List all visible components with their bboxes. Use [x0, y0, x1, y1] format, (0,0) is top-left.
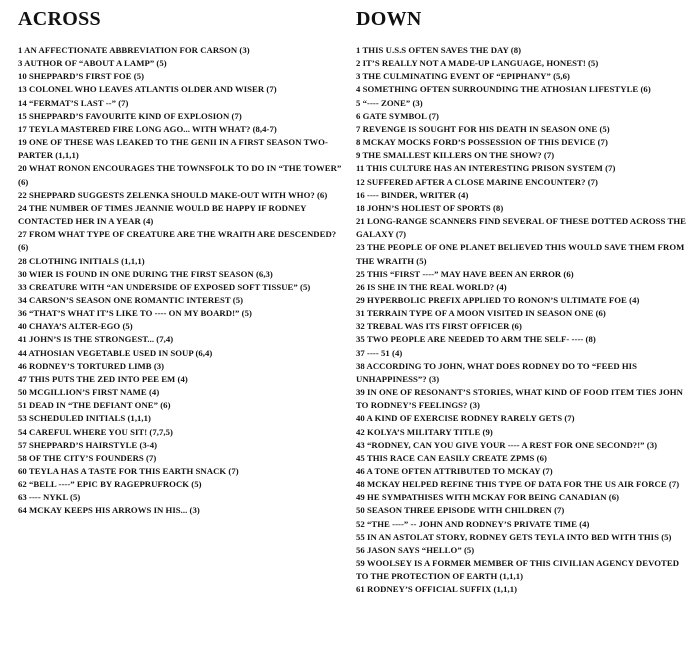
across-clue: 46 RODNEY’S TORTURED LIMB (3) [18, 360, 165, 371]
down-clue: 2 IT’S REALLY NOT A MADE-UP LANGUAGE, HONEST! (5) [356, 58, 599, 69]
down-clue: 50 SEASON THREE EPISODE WITH CHILDREN (7) [356, 505, 565, 516]
down-clue: 56 JASON SAYS “HELLO” (5) [356, 544, 475, 555]
down-clue: 46 A TONE OFTEN ATTRIBUTED TO MCKAY (7) [356, 466, 553, 476]
down-clue: 49 HE SYMPATHISES WITH MCKAY FOR BEING CANADIAN (6) [356, 492, 620, 503]
across-clue: 3 AUTHOR OF “ABOUT A LAMP” (5) [18, 58, 167, 69]
across-clue: 19 ONE OF THESE WAS LEAKED TO THE GENII IN A FIRST SEASON TWO-PARTER (1,1,1) [18, 137, 328, 161]
across-clue: 41 JOHN’S IS THE STRONGEST... (7,4) [18, 334, 174, 345]
down-clue: 45 THIS RACE CAN EASILY CREATE ZPMS (6) [356, 452, 547, 463]
across-clue: 14 “FERMAT’S LAST --” (7) [18, 97, 129, 108]
across-heading: ACROSS [18, 8, 101, 30]
down-clue: 29 HYPERBOLIC PREFIX APPLIED TO RONON’S ULTIMATE FOE (4) [356, 294, 640, 305]
across-clue: 30 WIER IS FOUND IN ONE DURING THE FIRST SEASON (6,3) [18, 268, 273, 279]
down-clue: 40 A KIND OF EXERCISE RODNEY RARELY GETS (7) [356, 413, 575, 424]
across-clue: 20 WHAT RONON ENCOURAGES THE TOWNSFOLK TO DO IN “THE TOWER” (6) [18, 163, 342, 187]
down-clue: 4 SOMETHING OFTEN SURROUNDING THE ATHOSIAN LIFESTYLE (6) [356, 84, 651, 95]
down-clue: 26 IS SHE IN THE REAL WORLD? (4) [356, 281, 507, 292]
across-clue: 54 CAREFUL WHERE YOU SIT! (7,7,5) [18, 426, 173, 437]
down-clue: 11 THIS CULTURE HAS AN INTERESTING PRISON SYSTEM (7) [356, 163, 616, 174]
down-clue: 1 THIS U.S.S OFTEN SAVES THE DAY (8) [356, 45, 522, 55]
across-column [18, 8, 344, 518]
down-clue: 38 ACCORDING TO JOHN, WHAT DOES RODNEY DO TO “FEED HIS UNHAPPINESS”? (3) [356, 360, 637, 384]
down-clue: 32 TREBAL WAS ITS FIRST OFFICER (6) [356, 321, 522, 332]
down-column [356, 8, 688, 597]
across-clue: 44 ATHOSIAN VEGETABLE USED IN SOUP (6,4) [18, 347, 213, 358]
down-clue: 43 “RODNEY, CAN YOU GIVE YOUR ---- A REST FOR ONE SECOND?!” (3) [356, 439, 658, 450]
across-clue: 10 SHEPPARD’S FIRST FOE (5) [18, 71, 145, 82]
down-clue: 59 WOOLSEY IS A FORMER MEMBER OF THIS CIVILIAN AGENCY DEVOTED TO THE PROTECTION OF EARTH (1,1,1) [356, 558, 680, 582]
down-clue: 12 SUFFERED AFTER A CLOSE MARINE ENCOUNTER? (7) [356, 176, 599, 187]
across-clue: 13 COLONEL WHO LEAVES ATLANTIS OLDER AND WISER (7) [18, 84, 277, 95]
across-clue: 50 MCGILLION’S FIRST NAME (4) [18, 387, 160, 398]
down-clue: 5 “---- ZONE” (3) [356, 97, 423, 108]
across-clue: 15 SHEPPARD’S FAVOURITE KIND OF EXPLOSION (7) [18, 110, 242, 121]
across-clue: 22 SHEPPARD SUGGESTS ZELENKA SHOULD MAKE-OUT WITH WHO? (6) [18, 189, 328, 200]
down-clue: 48 MCKAY HELPED REFINE THIS TYPE OF DATA FOR THE US AIR FORCE (7) [356, 479, 680, 490]
down-clue: 23 THE PEOPLE OF ONE PLANET BELIEVED THIS WOULD SAVE THEM FROM THE WRAITH (5) [356, 242, 685, 266]
across-clue: 33 CREATURE WITH “AN UNDERSIDE OF EXPOSED SOFT TISSUE” (5) [18, 281, 311, 292]
across-clue: 63 ---- NYKL (5) [18, 492, 81, 503]
across-clue: 47 THIS PUTS THE ZED INTO PEE EM (4) [18, 373, 188, 384]
down-clue: 61 RODNEY’S OFFICIAL SUFFIX (1,1,1) [356, 584, 518, 595]
across-clue: 17 TEYLA MASTERED FIRE LONG AGO... WITH WHAT? (8,4-7) [18, 123, 277, 134]
across-clue: 62 “BELL ----” EPIC BY RAGEPRUFROCK (5) [18, 479, 202, 490]
down-clue: 21 LONG-RANGE SCANNERS FIND SEVERAL OF THESE DOTTED ACROSS THE GALAXY (7) [356, 216, 686, 240]
across-clue: 28 CLOTHING INITIALS (1,1,1) [18, 255, 145, 266]
across-clue: 58 OF THE CITY’S FOUNDERS (7) [18, 452, 157, 463]
down-clue: 6 GATE SYMBOL (7) [356, 110, 439, 121]
down-clue: 37 ---- 51 (4) [356, 347, 403, 358]
across-clue: 1 AN AFFECTIONATE ABBREVIATION FOR CARSON (3) [18, 45, 250, 55]
across-clue: 60 TEYLA HAS A TASTE FOR THIS EARTH SNACK (7) [18, 466, 239, 476]
down-clue: 39 IN ONE OF RESONANT’S STORIES, WHAT KIND OF FOOD ITEM TIES JOHN TO RODNEY’S FEELINGS? (3) [356, 387, 683, 411]
across-clue: 24 THE NUMBER OF TIMES JEANNIE WOULD BE HAPPY IF RODNEY CONTACTED HER IN A YEAR (4) [18, 202, 307, 227]
down-clue: 8 MCKAY MOCKS FORD’S POSSESSION OF THIS DEVICE (7) [356, 137, 608, 148]
across-clue: 34 CARSON’S SEASON ONE ROMANTIC INTEREST (5) [18, 294, 244, 305]
across-clue: 64 MCKAY KEEPS HIS ARROWS IN HIS... (3) [18, 505, 200, 516]
across-clue: 36 “THAT’S WHAT IT’S LIKE TO ---- ON MY BOARD!” (5) [18, 308, 252, 319]
across-clue-list [18, 44, 344, 518]
across-clue: 27 FROM WHAT TYPE OF CREATURE ARE THE WRAITH ARE DESCENDED? (6) [18, 229, 337, 253]
across-clue: 57 SHEPPARD’S HAIRSTYLE (3-4) [18, 439, 158, 450]
down-clue: 3 THE CULMINATING EVENT OF “EPIPHANY” (5,6) [356, 71, 570, 82]
down-clue: 31 TERRAIN TYPE OF A MOON VISITED IN SEASON ONE (6) [356, 308, 606, 319]
down-clue: 7 REVENGE IS SOUGHT FOR HIS DEATH IN SEASON ONE (5) [356, 123, 610, 134]
down-clue: 16 ---- BINDER, WRITER (4) [356, 189, 469, 200]
down-clue: 9 THE SMALLEST KILLERS ON THE SHOW? (7) [356, 150, 555, 161]
down-clue: 25 THIS “FIRST ----” MAY HAVE BEEN AN ERROR (6) [356, 268, 574, 279]
down-clue-list [356, 44, 688, 597]
down-clue: 55 IN AN ASTOLAT STORY, RODNEY GETS TEYLA INTO BED WITH THIS (5) [356, 531, 672, 542]
down-heading: DOWN [356, 8, 422, 30]
across-clue: 53 SCHEDULED INITIALS (1,1,1) [18, 413, 151, 424]
down-clue: 18 JOHN’S HOLIEST OF SPORTS (8) [356, 202, 504, 213]
down-clue: 35 TWO PEOPLE ARE NEEDED TO ARM THE SELF- ---- (8) [356, 334, 596, 345]
down-clue: 42 KOLYA’S MILITARY TITLE (9) [356, 426, 493, 437]
across-clue: 51 DEAD IN “THE DEFIANT ONE” (6) [18, 400, 171, 411]
across-clue: 40 CHAYA’S ALTER-EGO (5) [18, 321, 133, 332]
down-clue: 52 “THE ----” -- JOHN AND RODNEY’S PRIVATE TIME (4) [356, 518, 590, 529]
